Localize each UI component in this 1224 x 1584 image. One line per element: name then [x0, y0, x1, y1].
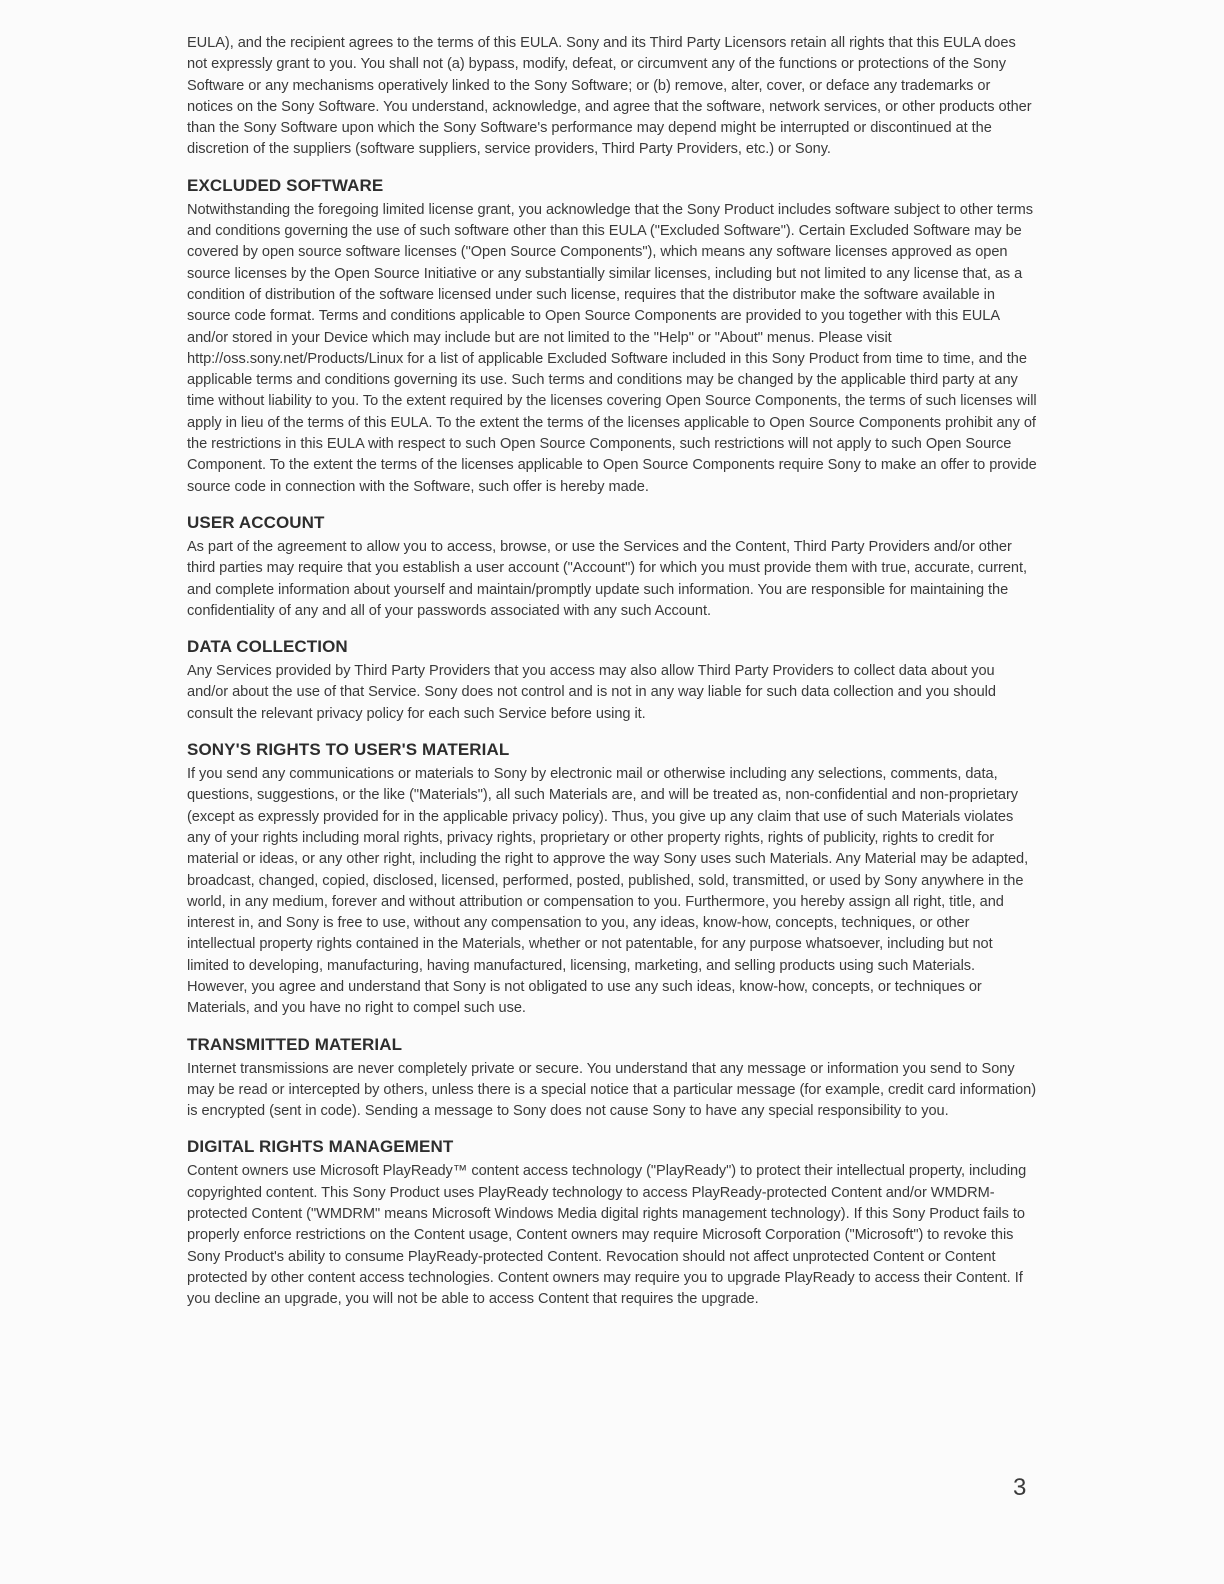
section-user-account — [187, 512, 1037, 622]
section-heading: DIGITAL RIGHTS MANAGEMENT — [187, 1137, 454, 1157]
section-transmitted-material — [187, 1034, 1037, 1123]
intro-paragraph: EULA), and the recipient agrees to the terms of this EULA. Sony and its Third Party Licensors retain all rights that this EULA does not expressly grant to you. You shall not (a) bypass, modify, defeat, or circumvent any of the functions or protections of the Sony Software or any mechanisms operatively linked to the Sony Software; or (b) remove, alter, cover, or deface any trademarks or notices on the Sony Software. You understand, acknowledge, and agree that the software, network services, or other products other than the Sony Software upon which the Sony Software's performance may depend might be interrupted or discontinued at the discretion of the suppliers (software suppliers, service providers, Third Party Providers, etc.) or Sony. — [187, 35, 1032, 158]
section-body: Content owners use Microsoft PlayReady™ content access technology ("PlayReady") to protect their intellectual property, including copyrighted content. This Sony Product uses PlayReady technology to access PlayReady-protected Content and/or WMDRM-protected Content ("WMDRM" means Microsoft Windows Media digital rights management technology). If this Sony Product fails to properly enforce restrictions on the Content usage, Content owners may require Microsoft Corporation ("Microsoft") to revoke this Sony Product's ability to consume PlayReady-protected Content. Revocation should not affect unprotected Content or Content protected by other content access technologies. Content owners may require you to upgrade PlayReady to access their Content. If you decline an upgrade, you will not be able to access Content that requires the upgrade. — [187, 1163, 1027, 1308]
section-data-collection — [187, 636, 1037, 725]
section-heading: TRANSMITTED MATERIAL — [187, 1034, 403, 1054]
section-sonys-rights — [187, 739, 1037, 1020]
section-digital-rights-management — [187, 1136, 1037, 1310]
section-body: If you send any communications or materials to Sony by electronic mail or otherwise including any selections, comments, data, questions, suggestions, or the like ("Materials"), all such Materials are, and will be treated as, non-confidential and non-proprietary (except as expressly provided for in the applicable privacy policy). Thus, you give up any claim that use of such Materials violates any of your rights including moral rights, privacy rights, proprietary or other property rights, rights of publicity, rights to credit for material or ideas, or any other right, including the right to approve the way Sony uses such Materials. Any Material may be adapted, broadcast, changed, copied, disclosed, licensed, performed, posted, published, sold, transmitted, or used by Sony anywhere in the world, in any medium, forever and without attribution or compensation to you. Furthermore, you hereby assign all right, title, and interest in, and Sony is free to use, without any compensation to you, any ideas, know-how, concepts, techniques, or other intellectual property rights contained in the Materials, whether or not patentable, for any purpose whatsoever, including but not limited to developing, manufacturing, having manufactured, licensing, marketing, and selling products using such Materials. However, you agree and understand that Sony is not obligated to use any such ideas, know-how, concepts, or techniques or Materials, and you have no right to compel such use. — [187, 766, 1029, 1017]
page-number: 3 — [1013, 1474, 1027, 1501]
section-body: As part of the agreement to allow you to access, browse, or use the Services and the Content, Third Party Providers and/or other third parties may require that you establish a user account ("Account") for which you must provide them with true, accurate, current, and complete information about yourself and maintain/promptly update such information. You are responsible for maintaining the confidentiality of any and all of your passwords associated with any such Account. — [187, 538, 1027, 619]
section-heading: SONY'S RIGHTS TO USER'S MATERIAL — [187, 740, 510, 760]
section-body: Any Services provided by Third Party Providers that you access may also allow Third Party Providers to collect data about you and/or about the use of that Service. Sony does not control and is not in any way liable for such data collection and you should consult the relevant privacy policy for each such Service before using it. — [187, 663, 996, 722]
section-heading: EXCLUDED SOFTWARE — [187, 175, 384, 195]
section-heading: USER ACCOUNT — [187, 512, 325, 532]
section-heading: DATA COLLECTION — [187, 637, 348, 657]
section-excluded-software — [187, 175, 1037, 498]
document-page — [187, 33, 1037, 1311]
section-body: Notwithstanding the foregoing limited license grant, you acknowledge that the Sony Product includes software subject to other terms and conditions governing the use of such software other than this EULA ("Excluded Software"). Certain Excluded Software may be covered by open source software licenses ("Open Source Components"), which means any software licenses approved as open source licenses by the Open Source Initiative or any substantially similar licenses, including but not limited to any license that, as a condition of distribution of the software licensed under such license, requires that the distributor make the software available in source code format. Terms and conditions applicable to Open Source Components are provided to you together with this EULA and/or stored in your Device which may include but are not limited to the "Help" or "About" menus. Please visit http://oss.sony.net/Products/Linux for a list of applicable Excluded Software included in this Sony Product from time to time, and the applicable terms and conditions governing its use. Such terms and conditions may be changed by the applicable third party at any time without liability to you. To the extent required by the licenses covering Open Source Components, the terms of such licenses will apply in lieu of the terms of this EULA. To the extent the terms of the licenses applicable to Open Source Components prohibit any of the restrictions in this EULA with respect to such Open Source Components, such restrictions will not apply to such Open Source Component. To the extent the terms of the licenses applicable to Open Source Components require Sony to make an offer to provide source code in connection with the Software, such offer is hereby made. — [187, 201, 1037, 495]
section-body: Internet transmissions are never completely private or secure. You understand that any message or information you send to Sony may be read or intercepted by others, unless there is a special notice that a particular message (for example, credit card information) is encrypted (sent in code). Sending a message to Sony does not cause Sony to have any special responsibility to you. — [187, 1060, 1037, 1120]
